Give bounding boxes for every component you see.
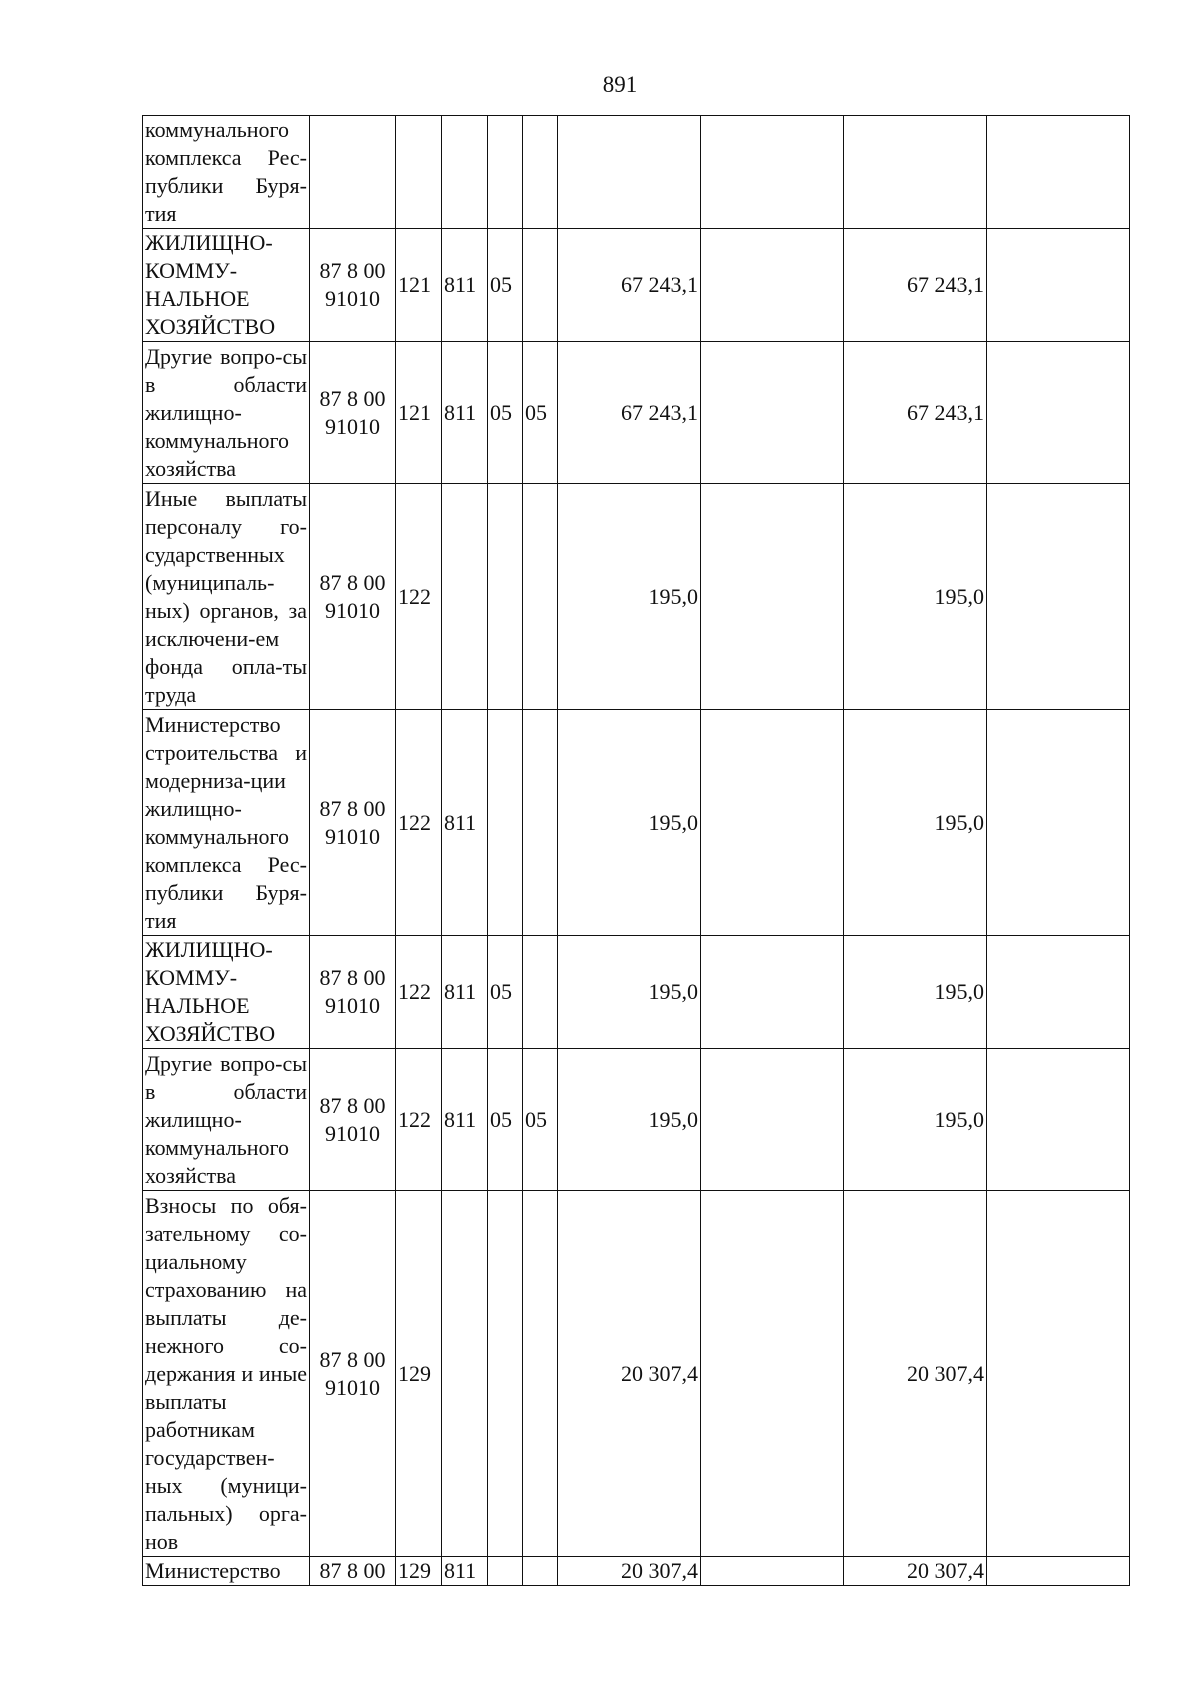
cell-sum-3 (844, 116, 987, 229)
cell-name: Другие вопро-сы в области жилищно-коммунального хозяйства (143, 342, 310, 484)
cell-sum-4 (987, 1557, 1130, 1586)
cell-sum-3: 195,0 (844, 710, 987, 936)
table-row (143, 710, 1130, 936)
cell-sum-2 (701, 1191, 844, 1557)
table-row (143, 1557, 1130, 1586)
cell-csr: 87 8 00 (310, 1557, 396, 1586)
cell-grbs: 811 (442, 1557, 488, 1586)
cell-sum-2 (701, 484, 844, 710)
table-body (143, 116, 1130, 1586)
cell-grbs: 811 (442, 229, 488, 342)
cell-csr: 87 8 00 91010 (310, 342, 396, 484)
cell-pr: 05 (523, 1049, 558, 1191)
cell-name: ЖИЛИЩНО-КОММУ-НАЛЬНОЕ ХОЗЯЙСТВО (143, 229, 310, 342)
cell-sum-3: 67 243,1 (844, 229, 987, 342)
cell-sum-3: 195,0 (844, 936, 987, 1049)
table-row (143, 229, 1130, 342)
cell-sum-2 (701, 1049, 844, 1191)
cell-vr: 121 (396, 229, 442, 342)
cell-csr: 87 8 00 91010 (310, 484, 396, 710)
cell-sum-2 (701, 710, 844, 936)
cell-pr (523, 229, 558, 342)
cell-rz (488, 710, 523, 936)
cell-sum-1: 195,0 (558, 1049, 701, 1191)
cell-vr: 122 (396, 936, 442, 1049)
cell-vr: 121 (396, 342, 442, 484)
cell-sum-1: 20 307,4 (558, 1191, 701, 1557)
cell-sum-4 (987, 1049, 1130, 1191)
cell-rz (488, 116, 523, 229)
cell-grbs (442, 116, 488, 229)
cell-pr: 05 (523, 342, 558, 484)
cell-rz: 05 (488, 229, 523, 342)
cell-name: Министерство (143, 1557, 310, 1586)
cell-sum-1: 195,0 (558, 936, 701, 1049)
cell-csr: 87 8 00 91010 (310, 1191, 396, 1557)
cell-csr: 87 8 00 91010 (310, 1049, 396, 1191)
cell-sum-3: 20 307,4 (844, 1557, 987, 1586)
cell-grbs: 811 (442, 936, 488, 1049)
cell-sum-1: 195,0 (558, 484, 701, 710)
cell-sum-1: 20 307,4 (558, 1557, 701, 1586)
cell-grbs: 811 (442, 710, 488, 936)
cell-sum-2 (701, 229, 844, 342)
cell-pr (523, 1191, 558, 1557)
cell-name: коммунального комплекса Рес-публики Буря-тия (143, 116, 310, 229)
budget-table (142, 115, 1130, 1586)
cell-rz (488, 1191, 523, 1557)
cell-vr (396, 116, 442, 229)
cell-name: Взносы по обя-зательному со-циальному страхованию на выплаты де-нежного со-держания и иные выплаты работникам государствен-ных (муници-пальных) орга-нов (143, 1191, 310, 1557)
cell-sum-3: 20 307,4 (844, 1191, 987, 1557)
cell-sum-1: 67 243,1 (558, 229, 701, 342)
cell-vr: 129 (396, 1557, 442, 1586)
cell-pr (523, 710, 558, 936)
cell-rz (488, 1557, 523, 1586)
table-row (143, 1049, 1130, 1191)
cell-sum-2 (701, 936, 844, 1049)
cell-grbs: 811 (442, 342, 488, 484)
cell-sum-4 (987, 342, 1130, 484)
cell-sum-4 (987, 936, 1130, 1049)
cell-grbs: 811 (442, 1049, 488, 1191)
cell-csr: 87 8 00 91010 (310, 229, 396, 342)
cell-pr (523, 116, 558, 229)
cell-rz: 05 (488, 342, 523, 484)
table-row (143, 936, 1130, 1049)
cell-sum-4 (987, 229, 1130, 342)
cell-sum-3: 195,0 (844, 484, 987, 710)
cell-vr: 129 (396, 1191, 442, 1557)
cell-vr: 122 (396, 484, 442, 710)
cell-name: Министерство строительства и модерниза-ции жилищно-коммунального комплекса Рес-публики Буря-тия (143, 710, 310, 936)
cell-rz (488, 484, 523, 710)
cell-vr: 122 (396, 710, 442, 936)
cell-vr: 122 (396, 1049, 442, 1191)
cell-csr: 87 8 00 91010 (310, 710, 396, 936)
cell-sum-3: 195,0 (844, 1049, 987, 1191)
cell-pr (523, 1557, 558, 1586)
cell-rz: 05 (488, 936, 523, 1049)
table-row (143, 1191, 1130, 1557)
cell-name: Иные выплаты персоналу го-сударственных (муниципаль-ных) органов, за исключени-ем фонда опла-ты труда (143, 484, 310, 710)
cell-sum-2 (701, 116, 844, 229)
cell-sum-1: 67 243,1 (558, 342, 701, 484)
table-row (143, 116, 1130, 229)
cell-sum-1 (558, 116, 701, 229)
table-row (143, 484, 1130, 710)
cell-sum-4 (987, 484, 1130, 710)
cell-csr (310, 116, 396, 229)
cell-grbs (442, 1191, 488, 1557)
table-row (143, 342, 1130, 484)
cell-grbs (442, 484, 488, 710)
cell-name: Другие вопро-сы в области жилищно-коммунального хозяйства (143, 1049, 310, 1191)
cell-pr (523, 484, 558, 710)
cell-rz: 05 (488, 1049, 523, 1191)
cell-sum-4 (987, 116, 1130, 229)
cell-pr (523, 936, 558, 1049)
cell-sum-4 (987, 710, 1130, 936)
page-number: 891 (602, 72, 638, 97)
cell-sum-1: 195,0 (558, 710, 701, 936)
cell-sum-2 (701, 342, 844, 484)
cell-name: ЖИЛИЩНО-КОММУ-НАЛЬНОЕ ХОЗЯЙСТВО (143, 936, 310, 1049)
cell-csr: 87 8 00 91010 (310, 936, 396, 1049)
cell-sum-4 (987, 1191, 1130, 1557)
cell-sum-2 (701, 1557, 844, 1586)
cell-sum-3: 67 243,1 (844, 342, 987, 484)
